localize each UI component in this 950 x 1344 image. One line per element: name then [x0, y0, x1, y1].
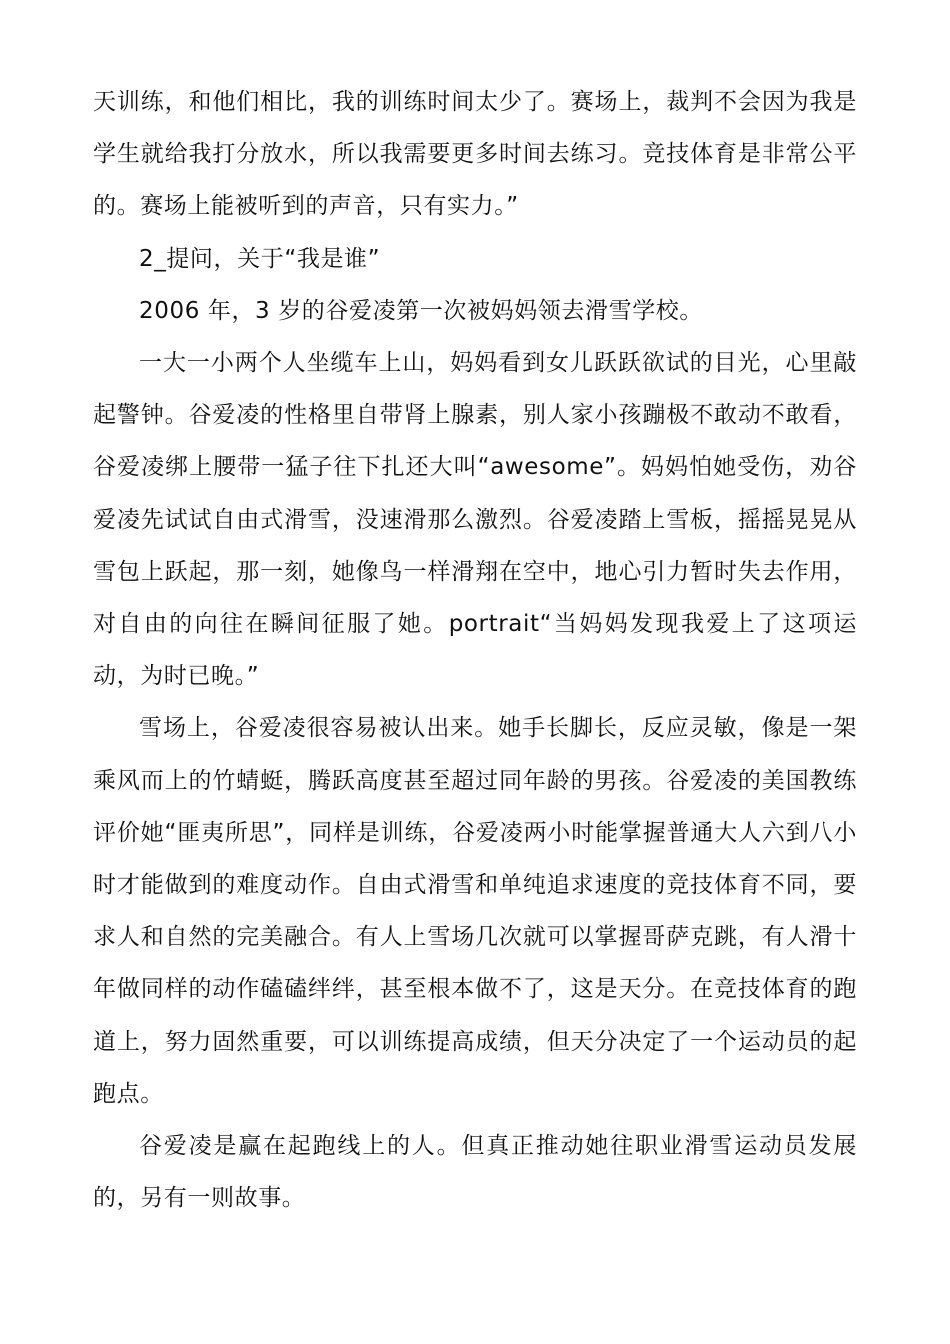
section-heading: 2_提问，关于“我是谁”: [139, 245, 381, 272]
paragraph-ski-field: 雪场上，谷爱凌很容易被认出来。她手长脚长，反应灵敏，像是一架乘风而上的竹蜻蜓，腾跃高度甚至超过同年龄的男孩。谷爱凌的美国教练评价她“匪夷所思”，同样是训练，谷爱凌两小时能掌握普通大人六到八小时才能做到的难度动作。自由式滑雪和单纯追求速度的竞技体育不同，要求人和自然的完美融合。有人上雪场几次就可以掌握哥萨克跳，有人滑十年做同样的动作磕磕绊绊，甚至根本做不了，这是天分。在竞技体育的跑道上，努力固然重要，可以训练提高成绩，但天分决定了一个运动员的起跑点。: [93, 715, 857, 1107]
paragraph-cable-car: 一大一小两个人坐缆车上山，妈妈看到女儿跃跃欲试的目光，心里敲起警钟。谷爱凌的性格里自带肾上腺素，别人家小孩蹦极不敢动不敢看，谷爱凌绑上腰带一猛子往下扎还大叫“awesome”。妈妈怕她受伤，劝谷爱凌先试试自由式滑雪，没速滑那么激烈。谷爱凌踏上雪板，摇摇晃晃从雪包上跃起，那一刻，她像鸟一样滑翔在空中，地心引力暂时失去作用，对自由的向往在瞬间征服了她。portrait“当妈妈发现我爱上了这项运动，为时已晚。”: [93, 350, 857, 690]
paragraph-2006: 2006 年，3 岁的谷爱凌第一次被妈妈领去滑雪学校。: [139, 297, 703, 324]
article-body: [93, 76, 857, 1224]
paragraph-continuation: 天训练，和他们相比，我的训练时间太少了。赛场上，裁判不会因为我是学生就给我打分放水，所以我需要更多时间去练习。竞技体育是非常公平的。赛场上能被听到的声音，只有实力。”: [93, 89, 857, 220]
paragraph-starting-line: 谷爱凌是赢在起跑线上的人。但真正推动她往职业滑雪运动员发展的，另有一则故事。: [93, 1133, 857, 1212]
